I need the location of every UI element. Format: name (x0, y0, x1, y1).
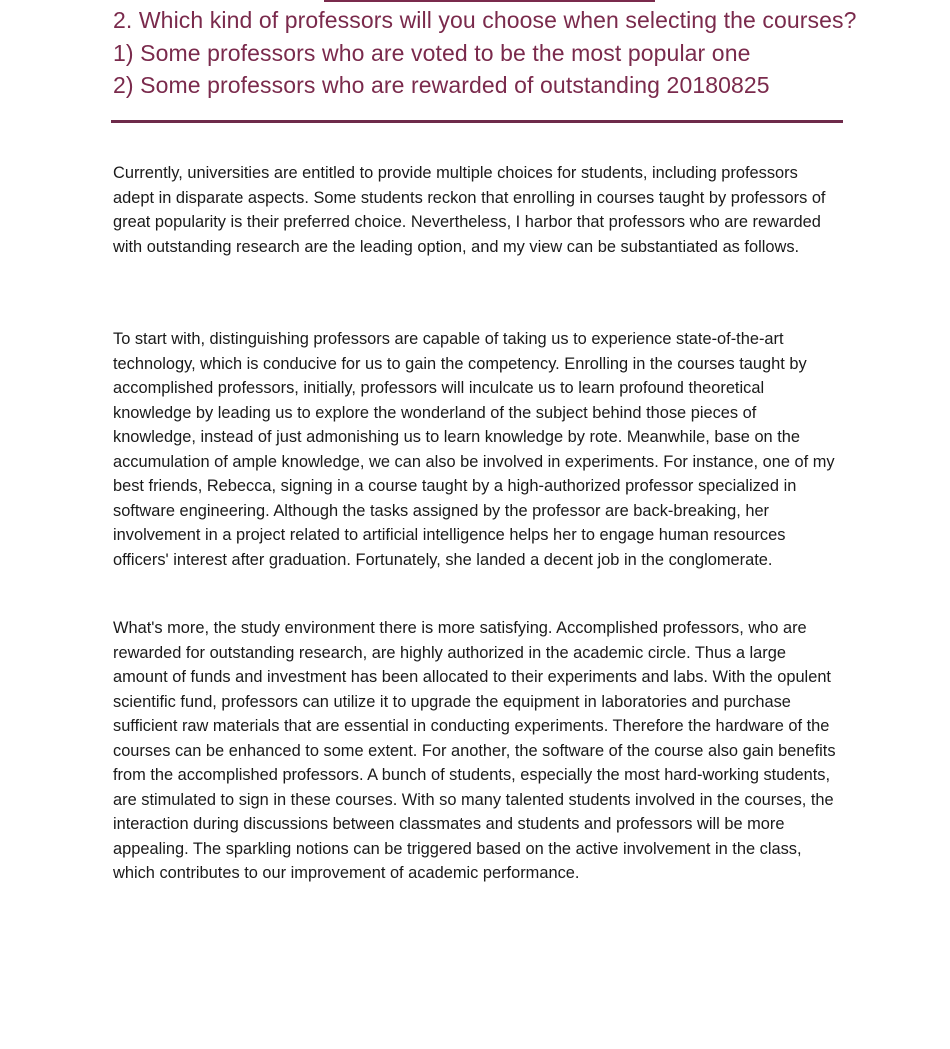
question-option-1: 1) Some professors who are voted to be the most popular one (113, 39, 751, 66)
essay-paragraph-body-2: What's more, the study environment there is more satisfying. Accomplished professors, who are rewarded for outstanding research, are highly authorized in the academic circle. Thus a large amount of funds and investment has been allocated to their experiments and labs. With the opulent scientific fund, professors can utilize it to upgrade the equipment in laboratories and purchase sufficient raw materials that are essential in conducting experiments. Therefore the hardware of the courses can be enhanced to some extent. For another, the software of the course also gain benefits from the accomplished professors. A bunch of students, especially the most hard-working students, are stimulated to sign in these courses. With so many talented students involved in the courses, the interaction during discussions between classmates and students and professors will be more appealing. The sparkling notions can be triggered based on the active involvement in the class, which contributes to our improvement of academic performance. (113, 619, 836, 882)
top-link-underline-fragment (324, 0, 655, 2)
heading-divider (111, 120, 843, 123)
question-option-2: 2) Some professors who are rewarded of outstanding 20180825 (113, 72, 770, 98)
question-title: 2. Which kind of professors will you choose when selecting the courses? (113, 7, 857, 33)
question-heading (113, 4, 857, 102)
essay-paragraph-body-1: To start with, distinguishing professors are capable of taking us to experience state-of-the-art technology, which is conducive for us to gain the competency. Enrolling in the courses taught by accomplished professors, initially, professors will inculcate us to learn profound theoretical knowledge by leading us to explore the wonderland of the subject behind those pieces of knowledge, instead of just admonishing us to learn knowledge by rote. Meanwhile, base on the accumulation of ample knowledge, we can also be involved in experiments. For instance, one of my best friends, Rebecca, signing in a course taught by a high-authorized professor specialized in software engineering. Although the tasks assigned by the professor are back-breaking, her involvement in a project related to artificial intelligence helps her to engage human resources officers' interest after graduation. Fortunately, she landed a decent job in the conglomerate. (113, 330, 835, 569)
essay-paragraph-intro: Currently, universities are entitled to provide multiple choices for students, including professors adept in disparate aspects. Some students reckon that enrolling in courses taught by professors of great popularity is their preferred choice. Nevertheless, I harbor that professors who are rewarded with outstanding research are the leading option, and my view can be substantiated as follows. (113, 164, 826, 256)
